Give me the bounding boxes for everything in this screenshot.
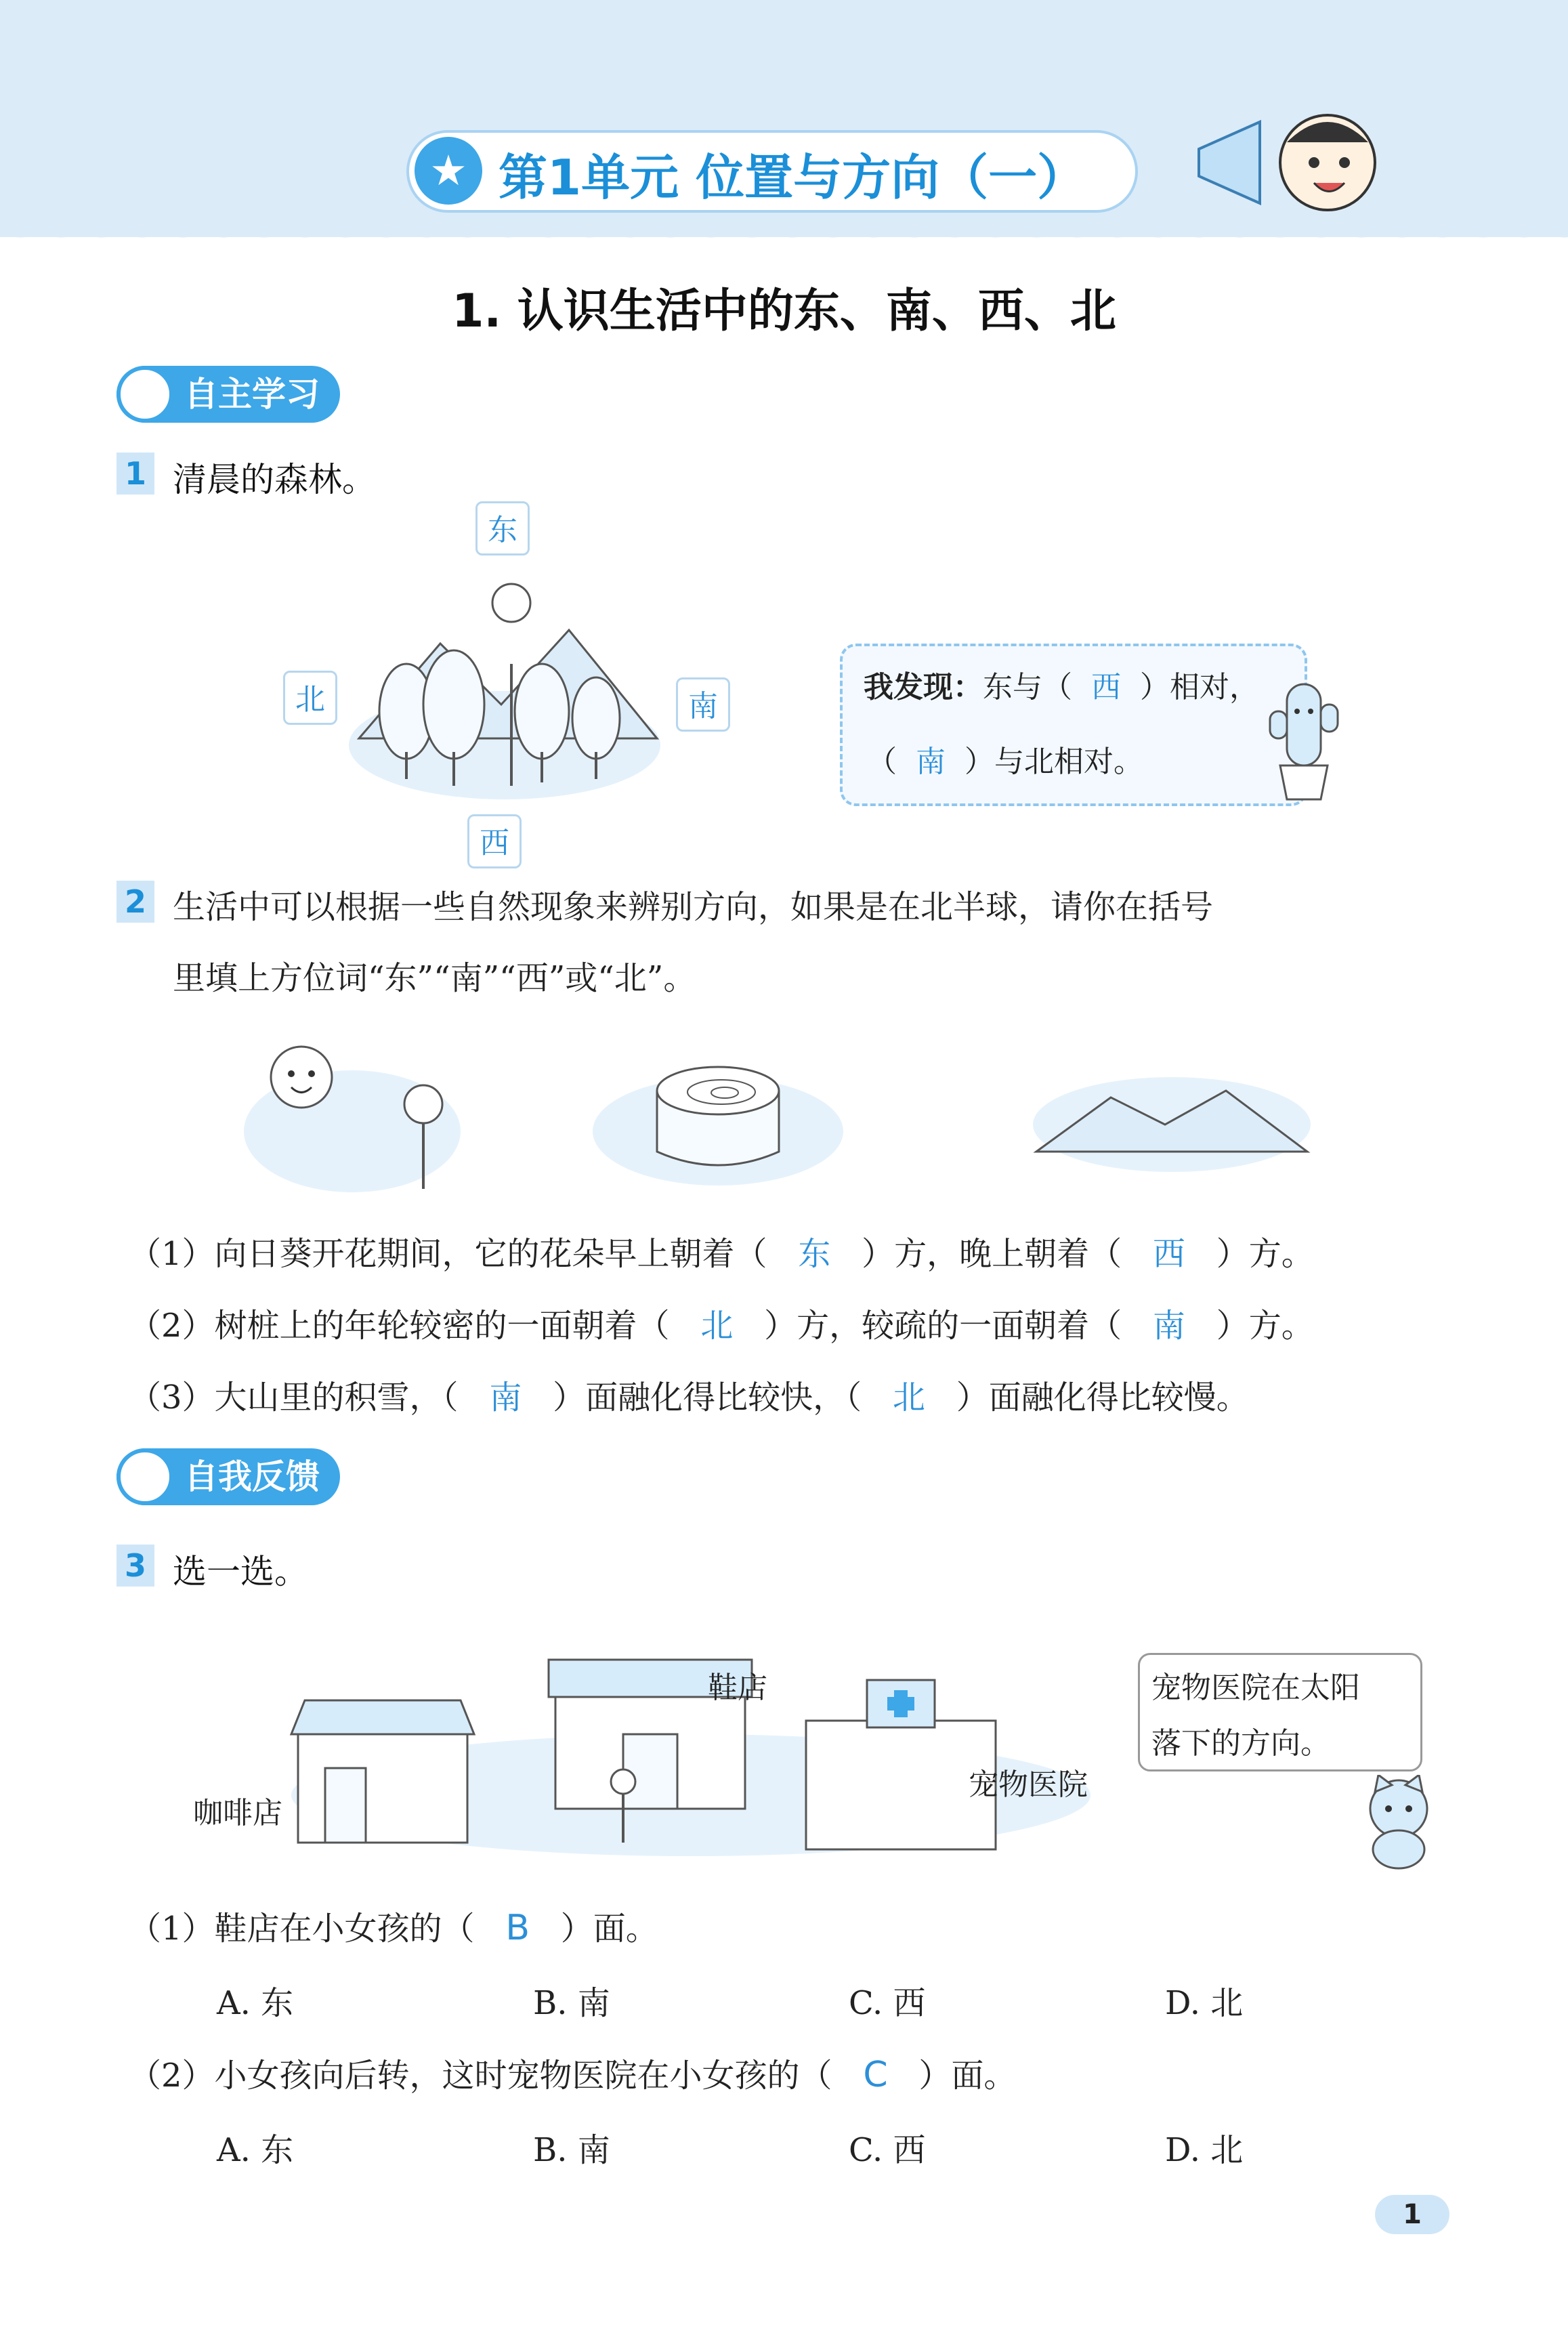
fill-item-1 <box>129 1228 1314 1274</box>
fill-answer: 南 <box>1152 1307 1185 1345</box>
question-number: 1 <box>116 453 154 495</box>
choice-text: （1）鞋店在小女孩的（ <box>129 1910 475 1948</box>
choice-answer: C <box>863 2055 888 2095</box>
unit-title: 第1单元 位置与方向（一） <box>499 149 1086 206</box>
fill-text: ）方。 <box>1216 1307 1314 1345</box>
speech-line-2: 落下的方向。 <box>1151 1726 1330 1761</box>
direction-west: 西 <box>467 814 522 868</box>
section-self-feedback: 自我反馈 <box>116 1448 340 1505</box>
question-number: 2 <box>116 881 154 923</box>
forest-illustration <box>345 576 664 799</box>
tree-stump-illustration <box>589 1043 847 1192</box>
discovery-answer: 南 <box>915 744 946 779</box>
sun-sunflower-illustration <box>240 1030 464 1199</box>
cactus-mascot-illustration <box>1267 671 1341 806</box>
option-a: A. 东 <box>217 2131 294 2169</box>
choice-text: ）面。 <box>918 2057 1017 2095</box>
fill-text: ）面融化得比较慢。 <box>956 1379 1249 1417</box>
snow-mountain-illustration <box>1030 1050 1314 1179</box>
discovery-text: 东与（ <box>983 670 1072 705</box>
choice-text: ）面。 <box>560 1910 658 1948</box>
fill-answer: 南 <box>489 1379 522 1417</box>
choice-question-2 <box>129 2049 1016 2096</box>
boy-megaphone-illustration <box>1185 102 1389 237</box>
alarm-clock-icon <box>116 1448 173 1505</box>
speech-line-1: 宠物医院在太阳 <box>1151 1671 1360 1705</box>
page-number: 1 <box>1375 2195 1449 2234</box>
label-cafe: 咖啡店 <box>193 1796 282 1830</box>
discovery-line-2 <box>867 737 1143 780</box>
fill-answer: 北 <box>892 1379 925 1417</box>
direction-east: 东 <box>475 501 530 555</box>
fill-text: ）面融化得比较快，（ <box>553 1379 862 1417</box>
question-text: 清晨的森林。 <box>173 460 376 499</box>
fill-item-3 <box>129 1371 1249 1418</box>
choice-question-1 <box>129 1902 658 1949</box>
direction-north: 北 <box>283 671 337 725</box>
discovery-line-1 <box>864 663 1259 706</box>
question-number: 3 <box>116 1545 154 1587</box>
fill-answer: 西 <box>1152 1235 1185 1273</box>
question-text-line-1: 生活中可以根据一些自然现象来辨别方向，如果是在北半球，请你在括号 <box>173 888 1214 926</box>
street-scene-illustration <box>284 1639 1097 1863</box>
section-self-study: 自主学习 <box>116 366 340 423</box>
fill-text: ）方，较疏的一面朝着（ <box>764 1307 1122 1345</box>
label-shoe-store: 鞋店 <box>708 1671 767 1705</box>
fill-text: ）方。 <box>1216 1235 1314 1273</box>
option-d: D. 北 <box>1165 1984 1244 2022</box>
discovery-label: 我发现： <box>864 670 983 705</box>
discovery-text: （ <box>867 744 897 779</box>
fill-text: ）方，晚上朝着（ <box>862 1235 1122 1273</box>
label-pet-hospital: 宠物医院 <box>969 1767 1088 1802</box>
discovery-answer: 西 <box>1090 670 1121 705</box>
fill-answer: 东 <box>798 1235 831 1273</box>
cat-mascot-illustration <box>1355 1775 1449 1870</box>
direction-south: 南 <box>676 677 730 732</box>
lesson-title: 1. 认识生活中的东、南、西、北 <box>452 285 1116 338</box>
option-b: B. 南 <box>533 2131 610 2169</box>
question-text: 选一选。 <box>173 1552 308 1591</box>
option-c: C. 西 <box>849 1984 926 2022</box>
fill-answer: 北 <box>700 1307 734 1345</box>
fill-item-2 <box>129 1299 1314 1346</box>
fill-text: （3）大山里的积雪，（ <box>129 1379 459 1417</box>
option-c: C. 西 <box>849 2131 926 2169</box>
option-b: B. 南 <box>533 1984 610 2022</box>
discovery-text: ）与北相对。 <box>964 744 1143 779</box>
star-icon: ★ <box>415 137 482 205</box>
choice-text: （2）小女孩向后转，这时宠物医院在小女孩的（ <box>129 2057 832 2095</box>
option-a: A. 东 <box>217 1984 294 2022</box>
discovery-text: ）相对， <box>1139 670 1259 705</box>
question-text-line-2: 里填上方位词“东”“南”“西”或“北”。 <box>173 959 696 997</box>
fill-text: （1）向日葵开花期间，它的花朵早上朝着（ <box>129 1235 767 1273</box>
choice-answer: B <box>505 1908 530 1948</box>
fill-text: （2）树桩上的年轮较密的一面朝着（ <box>129 1307 670 1345</box>
option-d: D. 北 <box>1165 2131 1244 2169</box>
alarm-clock-icon <box>116 366 173 423</box>
